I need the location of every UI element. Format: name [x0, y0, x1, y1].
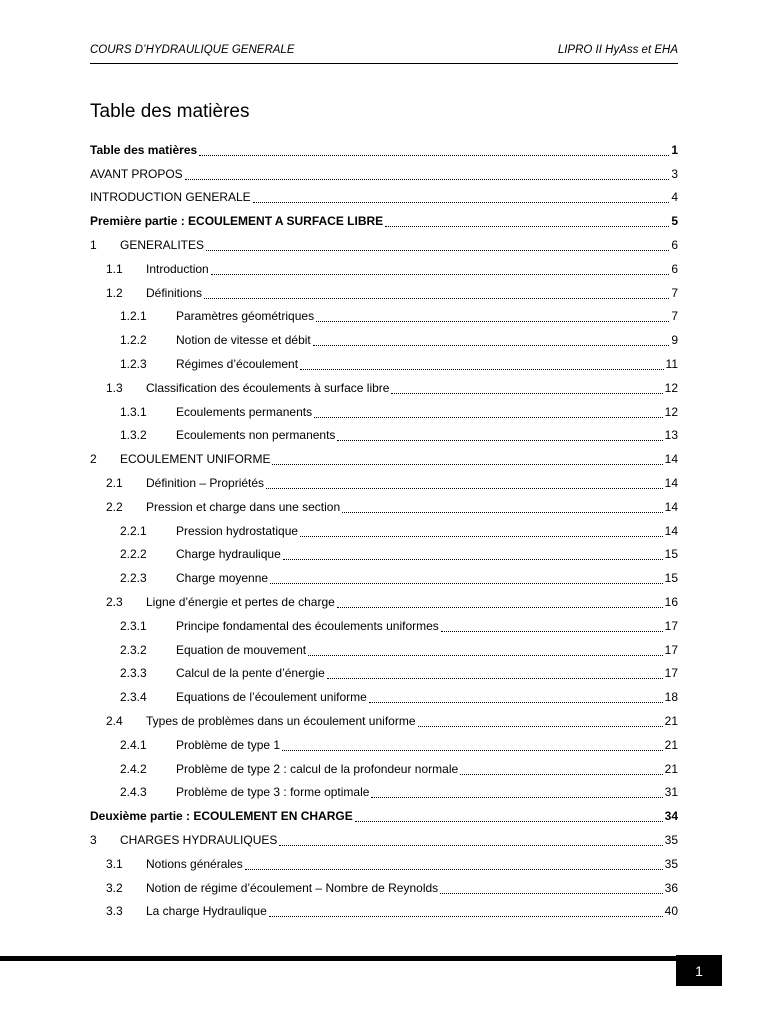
- toc-entry[interactable]: [90, 852, 678, 876]
- toc-dot-leader: [418, 717, 663, 727]
- footer-rule: [0, 956, 676, 961]
- toc-entry-number: 2.2.1: [120, 523, 147, 538]
- toc-entry-label: Pression hydrostatique: [176, 523, 299, 538]
- toc-entry-page: 40: [664, 904, 678, 919]
- toc-entry-number: 3.1: [106, 856, 123, 871]
- toc-entry[interactable]: [90, 662, 678, 686]
- toc-entry-number: 2.1: [106, 476, 123, 491]
- toc-entry[interactable]: [90, 757, 678, 781]
- toc-entry[interactable]: [90, 162, 678, 186]
- toc-entry-number: 1: [90, 238, 97, 253]
- toc-entry-number: 1.2.3: [120, 357, 147, 372]
- toc-entry-number: 2.3.1: [120, 618, 147, 633]
- toc-entry-number: 2: [90, 452, 97, 467]
- toc-entry-page: 14: [664, 499, 678, 514]
- toc-entry-number: 3: [90, 833, 97, 847]
- header-course-title: COURS D’HYDRAULIQUE GENERALE: [90, 44, 295, 56]
- toc-entry-label: Equation de mouvement: [176, 642, 307, 657]
- toc-entry-page: 34: [664, 809, 678, 824]
- toc-entry-number: 2.4: [106, 714, 123, 729]
- toc-entry-label: Problème de type 1: [176, 737, 281, 752]
- toc-dot-leader: [269, 907, 663, 917]
- toc-dot-leader: [279, 836, 662, 846]
- toc-entry-label: Première partie : ECOULEMENT A SURFACE LIBRE: [90, 214, 384, 229]
- toc-entry[interactable]: [90, 447, 678, 471]
- toc-dot-leader: [369, 693, 663, 703]
- toc-dot-leader: [300, 527, 663, 537]
- toc-entry-number: 2.3.4: [120, 690, 147, 705]
- toc-entry[interactable]: [90, 328, 678, 352]
- toc-entry-page: 17: [664, 642, 678, 657]
- toc-entry-page: 17: [664, 666, 678, 681]
- toc-entry[interactable]: [90, 876, 678, 900]
- toc-heading: Table des matières: [90, 101, 250, 122]
- toc-entry-page: 14: [664, 476, 678, 491]
- toc-entry-page: 31: [664, 785, 678, 800]
- toc-entry-label: AVANT PROPOS: [90, 166, 183, 181]
- toc-dot-leader: [314, 408, 663, 418]
- toc-entry-page: 6: [671, 261, 678, 276]
- toc-entry-label: CHARGES HYDRAULIQUES: [120, 833, 278, 847]
- toc-entry-label: Définitions: [146, 285, 203, 300]
- toc-entry-number: 1.3: [106, 380, 123, 395]
- toc-entry-number: 1.1: [106, 261, 123, 276]
- toc-entry-number: 3.2: [106, 880, 123, 895]
- toc-dot-leader: [204, 289, 669, 299]
- toc-entry-page: 9: [671, 333, 678, 348]
- toc-dot-leader: [211, 265, 670, 275]
- toc-dot-leader: [206, 241, 669, 251]
- toc-entry-page: 15: [664, 547, 678, 562]
- toc-entry-label: La charge Hydraulique: [146, 904, 267, 919]
- toc-entry[interactable]: [90, 519, 678, 543]
- toc-entry-page: 21: [664, 737, 678, 752]
- toc-entry-page: 7: [671, 285, 678, 300]
- toc-entry[interactable]: [90, 209, 678, 233]
- toc-entry-page: 14: [664, 452, 678, 467]
- toc-entry-label: Table des matières: [90, 142, 198, 157]
- toc-entry-number: 2.3: [106, 595, 123, 610]
- toc-entry-label: Problème de type 2 : calcul de la profondeur normale: [176, 761, 459, 776]
- toc-entry[interactable]: [90, 400, 678, 424]
- toc-entry-page: 6: [671, 238, 678, 253]
- toc-entry-page: 11: [665, 357, 678, 372]
- toc-entry-number: 1.3.2: [120, 428, 147, 443]
- toc-dot-leader: [327, 669, 663, 679]
- toc-dot-leader: [270, 574, 663, 584]
- toc-entry-page: 3: [671, 166, 678, 181]
- toc-entry-label: Principe fondamental des écoulements uniformes: [176, 618, 439, 633]
- toc-entry-page: 35: [664, 856, 678, 871]
- toc-entry-label: GENERALITES: [120, 238, 205, 253]
- toc-entry[interactable]: [90, 685, 678, 709]
- toc-entry[interactable]: [90, 281, 678, 305]
- toc-dot-leader: [300, 360, 663, 370]
- toc-entry-number: 1.2.2: [120, 333, 147, 348]
- toc-entry[interactable]: [90, 305, 678, 329]
- toc-entry-page: 35: [664, 833, 678, 847]
- toc-entry-page: 17: [664, 618, 678, 633]
- toc-entry-number: 2.3.3: [120, 666, 147, 681]
- toc-entry-page: 7: [671, 309, 678, 324]
- toc-entry-number: 2.2.2: [120, 547, 147, 562]
- toc-entry[interactable]: [90, 804, 678, 828]
- toc-entry-label: Notion de vitesse et débit: [176, 333, 311, 348]
- toc-entry-number: 1.2: [106, 285, 123, 300]
- toc-dot-leader: [355, 812, 663, 822]
- page-header: [90, 44, 678, 64]
- toc-entry-label: Charge hydraulique: [176, 547, 281, 562]
- toc-entry-label: Notion de régime d’écoulement – Nombre de Reynolds: [146, 880, 439, 895]
- toc-entry-label: Classification des écoulements à surface libre: [146, 380, 390, 395]
- toc-entry[interactable]: [90, 590, 678, 614]
- toc-dot-leader: [245, 860, 663, 870]
- toc-entry[interactable]: [90, 781, 678, 805]
- toc-dot-leader: [385, 217, 669, 227]
- toc-entry-label: Charge moyenne: [176, 571, 269, 586]
- toc-dot-leader: [308, 646, 663, 656]
- toc-entry[interactable]: [90, 376, 678, 400]
- toc-dot-leader: [460, 765, 662, 775]
- toc-dot-leader: [185, 170, 670, 180]
- toc-entry[interactable]: [90, 471, 678, 495]
- toc-dot-leader: [282, 741, 663, 751]
- toc-entry-number: 2.4.3: [120, 785, 147, 800]
- toc-dot-leader: [283, 550, 663, 560]
- toc-entry[interactable]: [90, 424, 678, 448]
- toc-dot-leader: [266, 479, 663, 489]
- toc-entry-label: Définition – Propriétés: [146, 476, 265, 491]
- toc-entry-page: 13: [664, 428, 678, 443]
- toc-dot-leader: [441, 622, 663, 632]
- toc-entry[interactable]: [90, 257, 678, 281]
- toc-dot-leader: [337, 431, 662, 441]
- toc-entry-label: Introduction: [146, 261, 209, 276]
- toc-entry-label: Ecoulements non permanents: [176, 428, 336, 443]
- toc-entry[interactable]: [90, 352, 678, 376]
- toc-entry-label: Paramètres géométriques: [176, 309, 315, 324]
- toc-dot-leader: [313, 336, 670, 346]
- toc-entry-label: Equations de l’écoulement uniforme: [176, 690, 367, 705]
- toc-entry-page: 15: [664, 571, 678, 586]
- toc-entry-page: 18: [664, 690, 678, 705]
- toc-dot-leader: [440, 884, 662, 894]
- toc-entry-label: Notions générales: [146, 856, 243, 871]
- toc-dot-leader: [253, 193, 670, 203]
- toc-entry-label: ECOULEMENT UNIFORME: [120, 452, 271, 467]
- toc-entry-page: 16: [664, 595, 678, 610]
- toc-dot-leader: [337, 598, 663, 608]
- toc-entry-label: Pression et charge dans une section: [146, 499, 341, 514]
- toc-entry-label: Ecoulements permanents: [176, 404, 313, 419]
- toc-dot-leader: [272, 455, 662, 465]
- toc-entry-number: 1.2.1: [120, 309, 147, 324]
- toc-dot-leader: [316, 312, 669, 322]
- toc-dot-leader: [371, 788, 662, 798]
- toc-entry-number: 2.2: [106, 499, 123, 514]
- toc-entry-number: 3.3: [106, 904, 123, 919]
- toc-entry[interactable]: [90, 233, 678, 257]
- toc-entry-page: 21: [664, 761, 678, 776]
- toc-entry-page: 1: [671, 142, 678, 157]
- toc-entry-label: Deuxième partie : ECOULEMENT EN CHARGE: [90, 809, 353, 824]
- toc-entry[interactable]: [90, 495, 678, 519]
- toc-dot-leader: [342, 503, 663, 513]
- toc-entry-page: 14: [664, 523, 678, 538]
- toc-entry[interactable]: [90, 900, 678, 924]
- toc-entry[interactable]: [90, 138, 678, 162]
- toc-entry[interactable]: [90, 638, 678, 662]
- table-of-contents: [90, 138, 678, 923]
- toc-entry-label: INTRODUCTION GENERALE: [90, 190, 251, 205]
- toc-entry-number: 1.3.1: [120, 404, 147, 419]
- toc-entry-page: 5: [671, 214, 678, 229]
- toc-dot-leader: [391, 384, 662, 394]
- header-program: LIPRO II HyAss et EHA: [557, 44, 678, 56]
- toc-entry-number: 2.2.3: [120, 571, 147, 586]
- page-number: 1: [676, 955, 722, 986]
- toc-entry[interactable]: [90, 186, 678, 210]
- toc-entry-page: 21: [664, 714, 678, 729]
- toc-entry[interactable]: [90, 709, 678, 733]
- toc-entry-number: 2.3.2: [120, 642, 147, 657]
- toc-entry[interactable]: [90, 828, 678, 852]
- toc-entry[interactable]: [90, 614, 678, 638]
- toc-entry-label: Ligne d’énergie et pertes de charge: [146, 595, 335, 610]
- toc-entry[interactable]: [90, 733, 678, 757]
- toc-entry-page: 12: [664, 404, 678, 419]
- toc-entry-page: 12: [664, 380, 678, 395]
- toc-entry-label: Régimes d’écoulement: [176, 357, 299, 372]
- toc-entry[interactable]: [90, 543, 678, 567]
- toc-entry-label: Problème de type 3 : forme optimale: [176, 785, 370, 800]
- toc-entry-page: 4: [671, 190, 678, 205]
- toc-entry-number: 2.4.2: [120, 761, 147, 776]
- toc-entry-page: 36: [664, 880, 678, 895]
- toc-entry-label: Types de problèmes dans un écoulement uniforme: [146, 714, 416, 729]
- toc-entry-number: 2.4.1: [120, 737, 147, 752]
- toc-entry[interactable]: [90, 566, 678, 590]
- toc-dot-leader: [199, 146, 669, 156]
- toc-entry-label: Calcul de la pente d’énergie: [176, 666, 325, 681]
